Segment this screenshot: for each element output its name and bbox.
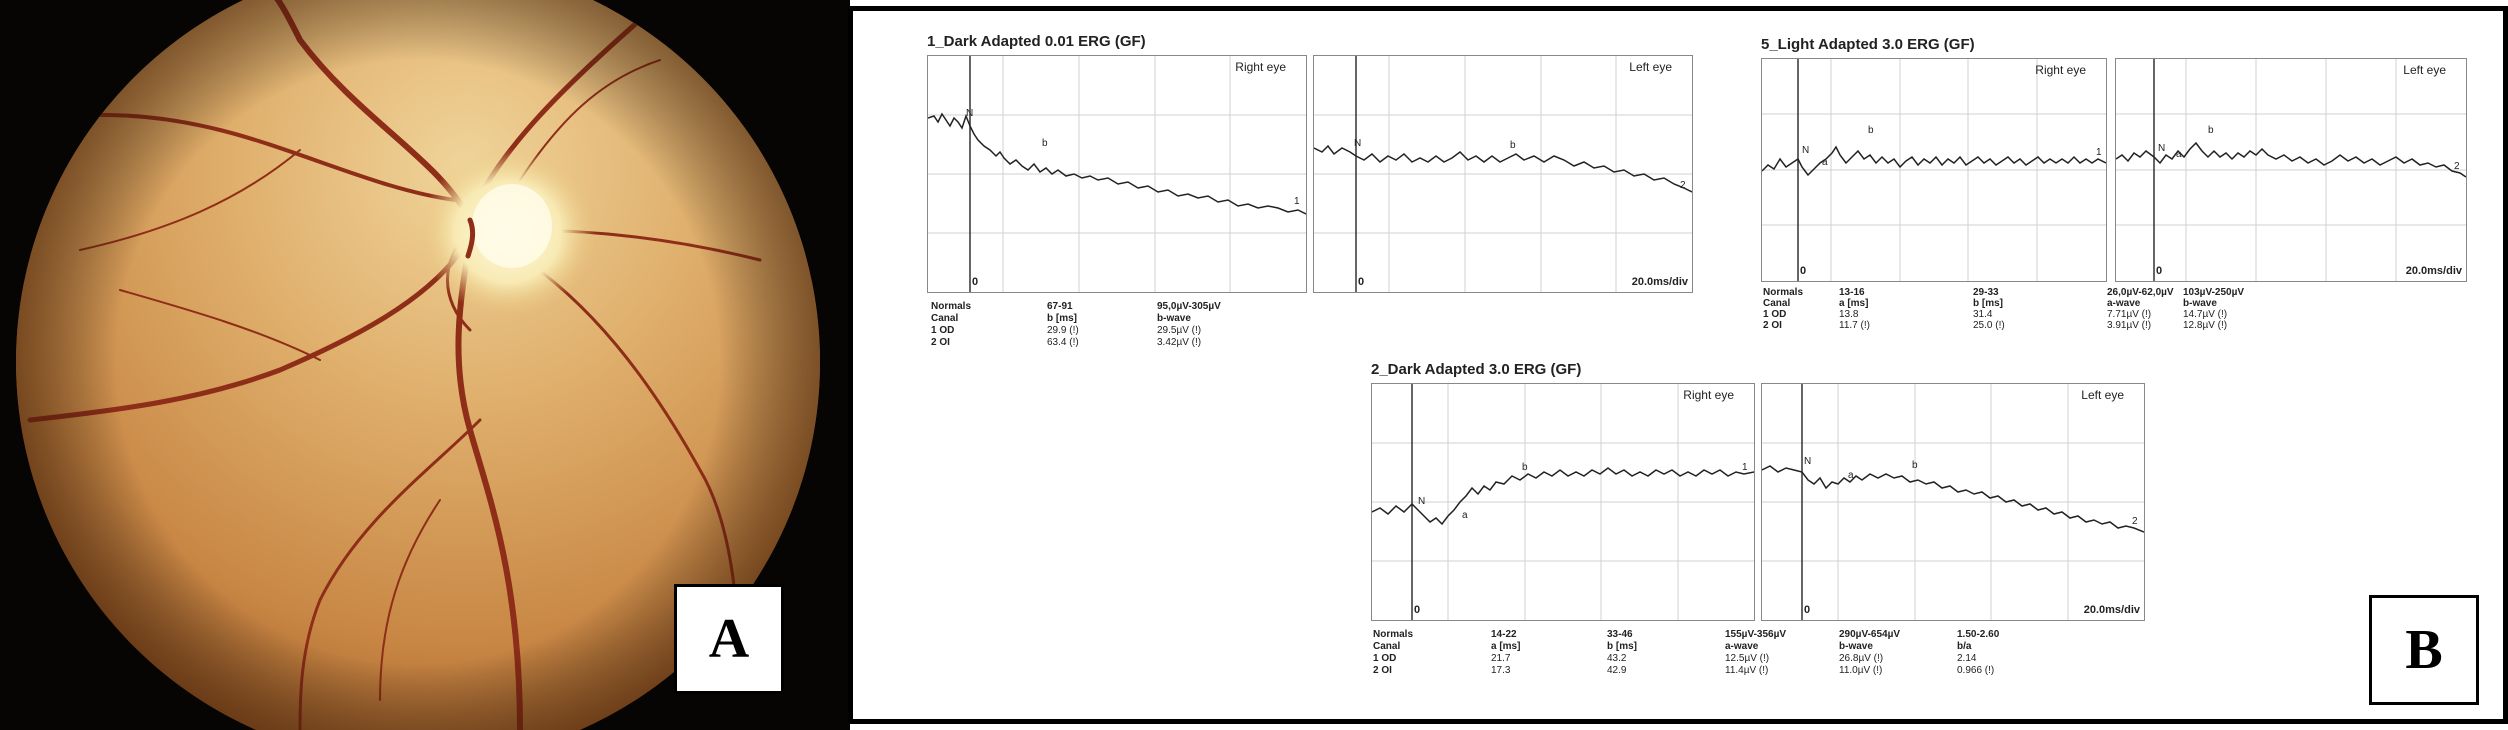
erg1-right-end-mark: 1	[1294, 196, 1300, 207]
panel-label-a: A	[674, 584, 784, 694]
erg2-results-table: Normals 14-22 33-46 155µV-356µV 290µV-654µV 1.50-2.60 Canal a [ms] b [ms] a-wave b-wave b/a 1 OD 21.7 43.2 12.5µV (!) 26.8µV (!) 2.14 2 OI 17.3 42.9 11.4µV (!) 11.0µV (!) 0.966 (!)	[1373, 629, 2000, 676]
erg2-left-trace	[1762, 466, 2144, 532]
erg2-left-a-mark: a	[1848, 470, 1854, 481]
erg1-time-scale: 20.0ms/div	[1631, 276, 1688, 288]
erg1-left-n-mark: N	[1354, 138, 1362, 149]
erg1-right-eye-plot	[927, 55, 1307, 293]
erg-recordings-panel	[848, 6, 2508, 724]
erg1-left-end-mark: 2	[1680, 180, 1686, 191]
erg5-right-b-mark: b	[1868, 125, 1874, 136]
erg2-left-eye-label: Left eye	[2081, 388, 2124, 402]
erg5-title: 5_Light Adapted 3.0 ERG (GF)	[1761, 36, 1975, 53]
erg2-right-eye-plot	[1371, 383, 1755, 621]
erg5-time-scale: 20.0ms/div	[2405, 265, 2462, 277]
erg2-right-trace	[1372, 468, 1754, 524]
erg1-right-trace	[928, 114, 1306, 214]
erg5-left-eye-plot	[2115, 58, 2467, 282]
erg2-left-end-mark: 2	[2132, 516, 2138, 527]
erg5-right-n-mark: N	[1802, 145, 1810, 156]
erg2-left-n-mark: N	[1804, 456, 1812, 467]
fundus-photo-panel	[0, 0, 850, 730]
erg5-right-trace	[1762, 147, 2106, 175]
erg2-left-b-mark: b	[1912, 460, 1918, 471]
panel-label-b: B	[2369, 595, 2479, 705]
erg1-left-zero: 0	[1358, 276, 1365, 288]
erg2-left-eye-plot	[1761, 383, 2145, 621]
erg2-right-zero: 0	[1414, 604, 1421, 616]
erg5-left-zero: 0	[2156, 265, 2163, 277]
erg5-right-eye-plot	[1761, 58, 2107, 282]
erg1-left-trace	[1314, 146, 1692, 192]
erg5-right-zero: 0	[1800, 265, 1807, 277]
erg2-title: 2_Dark Adapted 3.0 ERG (GF)	[1371, 361, 1582, 378]
erg1-right-b-mark: b	[1042, 138, 1048, 149]
erg1-results-table: Normals 67-91 95,0µV-305µV Canal b [ms] b-wave 1 OD 29.9 (!) 29.5µV (!) 2 OI 63.4 (!) 3.42µV (!)	[931, 301, 1221, 348]
erg5-right-eye-label: Right eye	[2035, 63, 2086, 77]
erg1-left-eye-label: Left eye	[1629, 60, 1672, 74]
erg5-results-table: Normals 13-16 29-33 26,0µV-62,0µV 103µV-250µV Canal a [ms] b [ms] a-wave b-wave 1 OD 13.8 31.4 7.71µV (!) 14.7µV (!) 2 OI 11.7 (!) 25.0 (!) 3.91µV (!) 12.8µV (!)	[1763, 287, 2245, 331]
erg2-left-zero: 0	[1804, 604, 1811, 616]
erg1-title: 1_Dark Adapted 0.01 ERG (GF)	[927, 33, 1146, 50]
erg2-right-eye-label: Right eye	[1683, 388, 1734, 402]
erg5-left-n-mark: N	[2158, 143, 2166, 154]
erg5-left-a-mark: a	[2176, 149, 2182, 160]
erg5-right-end-mark: 1	[2096, 147, 2102, 158]
erg1-right-n-mark: N	[966, 108, 974, 119]
erg5-left-b-mark: b	[2208, 125, 2214, 136]
erg1-right-zero: 0	[972, 276, 979, 288]
erg2-right-n-mark: N	[1418, 496, 1426, 507]
erg2-time-scale: 20.0ms/div	[2083, 604, 2140, 616]
erg2-right-b-mark: b	[1522, 462, 1528, 473]
erg1-left-eye-plot	[1313, 55, 1693, 293]
erg5-left-eye-label: Left eye	[2403, 63, 2446, 77]
erg2-right-a-mark: a	[1462, 510, 1468, 521]
erg1-left-b-mark: b	[1510, 140, 1516, 151]
erg5-left-trace	[2116, 143, 2466, 177]
erg2-right-end-mark: 1	[1742, 462, 1748, 473]
erg5-right-a-mark: a	[1822, 157, 1828, 168]
erg1-right-eye-label: Right eye	[1235, 60, 1286, 74]
erg5-left-end-mark: 2	[2454, 161, 2460, 172]
